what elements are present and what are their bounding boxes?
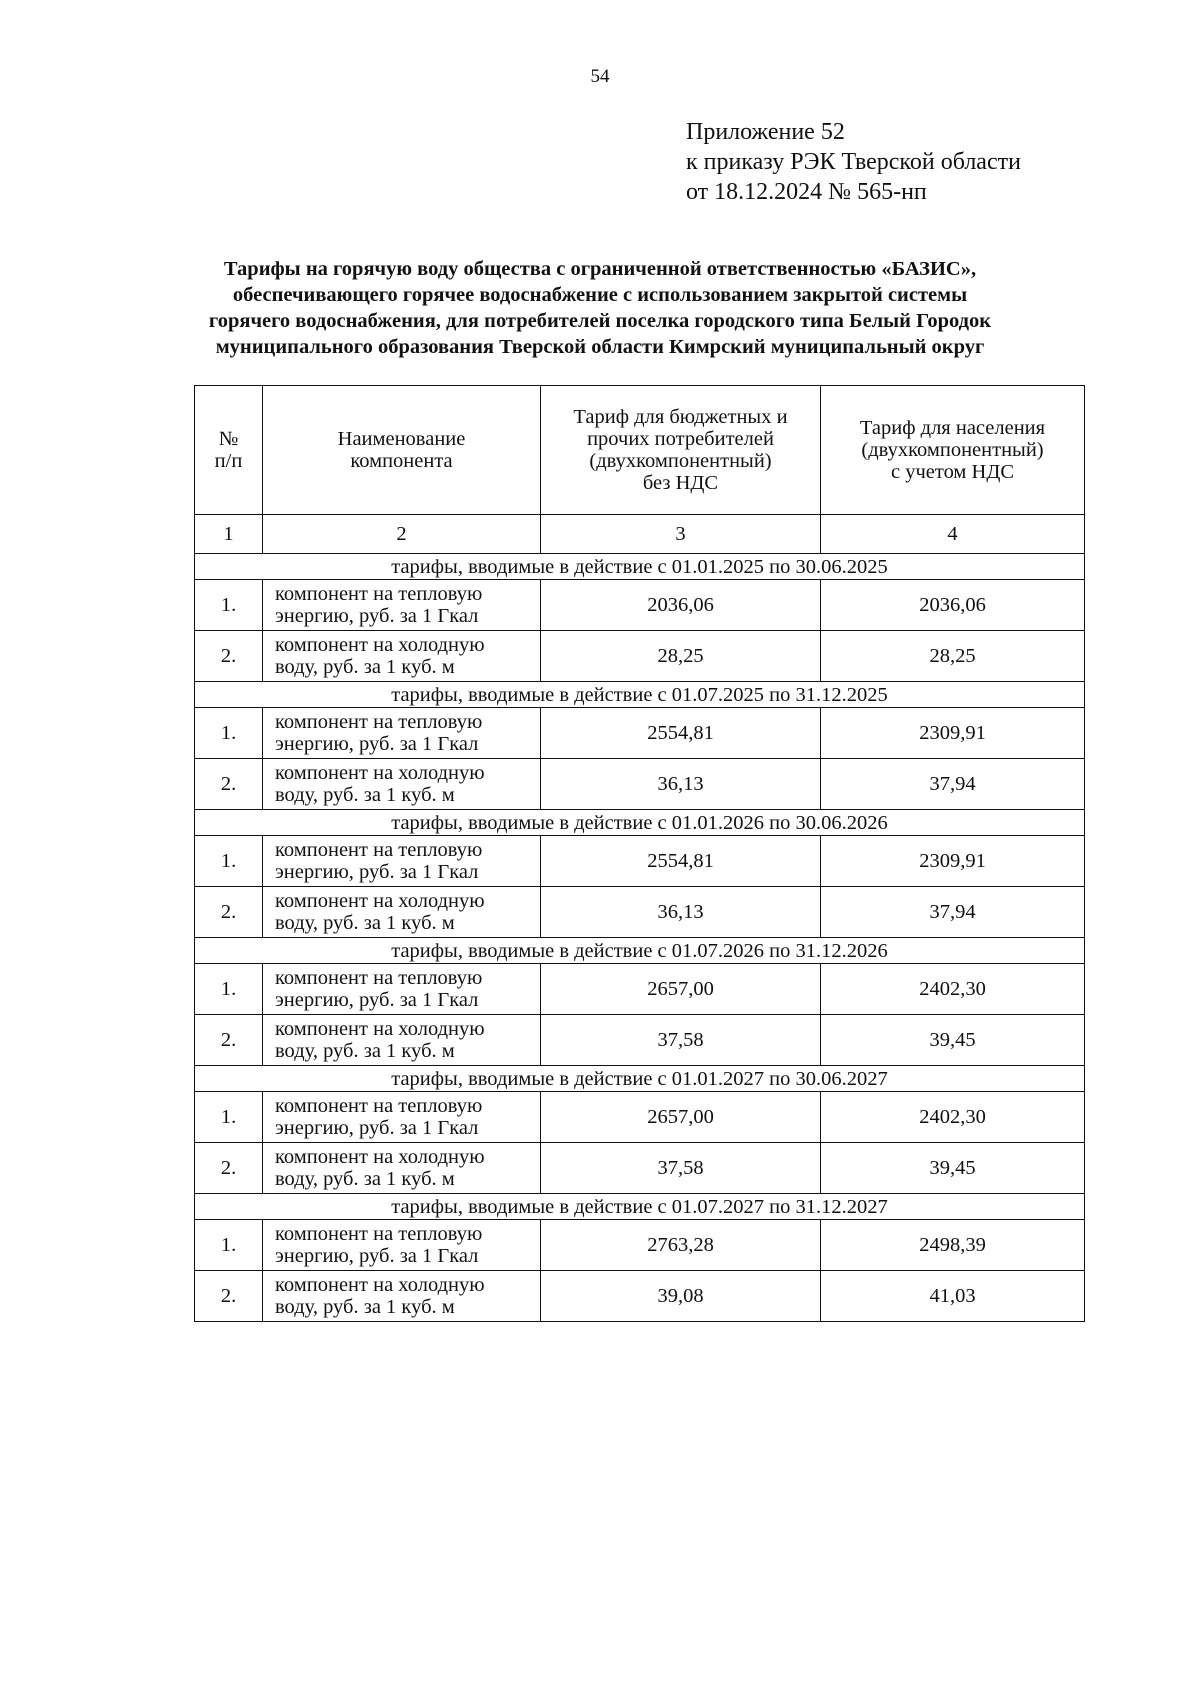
budget-tariff: 37,58	[541, 1015, 821, 1066]
component-name-line: компонент на холодную	[275, 890, 485, 912]
tariff-row	[195, 1220, 1085, 1271]
population-tariff: 37,94	[821, 887, 1085, 938]
tariff-row	[195, 1271, 1085, 1322]
component-name-line: энергию, руб. за 1 Гкал	[275, 733, 479, 755]
budget-tariff: 28,25	[541, 631, 821, 682]
period-row	[195, 554, 1085, 580]
component-name-line: воду, руб. за 1 куб. м	[275, 784, 455, 806]
population-tariff: 2309,91	[821, 708, 1085, 759]
period-label: тарифы, вводимые в действие с 01.01.2025 по 30.06.2025	[195, 554, 1085, 580]
component-name	[263, 580, 541, 631]
budget-tariff: 2554,81	[541, 708, 821, 759]
row-number: 2.	[195, 887, 263, 938]
header-line: (двухкомпонентный)	[861, 439, 1044, 461]
header-line: Тариф для населения	[859, 417, 1046, 439]
period-row	[195, 1066, 1085, 1092]
row-number: 1.	[195, 836, 263, 887]
component-name-line: воду, руб. за 1 куб. м	[275, 912, 455, 934]
column-number: 1	[195, 515, 263, 554]
period-row	[195, 938, 1085, 964]
header-line: с учетом НДС	[891, 461, 1014, 483]
row-number: 1.	[195, 1220, 263, 1271]
tariff-row	[195, 1092, 1085, 1143]
column-number: 3	[541, 515, 821, 554]
component-name-line: компонент на тепловую	[275, 967, 483, 989]
population-tariff: 2309,91	[821, 836, 1085, 887]
appendix-line: к приказу РЭК Тверской области	[686, 149, 1021, 175]
component-name-line: энергию, руб. за 1 Гкал	[275, 1117, 479, 1139]
header-row	[195, 386, 1085, 515]
title-line: муниципального образования Тверской области Кимрский муниципальный округ	[215, 336, 985, 358]
component-name-line: компонент на холодную	[275, 1018, 485, 1040]
population-tariff: 37,94	[821, 759, 1085, 810]
tariff-row	[195, 708, 1085, 759]
tariff-table-body	[195, 386, 1085, 1322]
component-name	[263, 759, 541, 810]
title-line: обеспечивающего горячее водоснабжение с использованием закрытой системы	[232, 284, 968, 306]
budget-tariff: 36,13	[541, 887, 821, 938]
component-name-line: воду, руб. за 1 куб. м	[275, 1040, 455, 1062]
population-tariff: 28,25	[821, 631, 1085, 682]
component-name-line: воду, руб. за 1 куб. м	[275, 656, 455, 678]
row-number: 2.	[195, 1271, 263, 1322]
population-tariff: 2402,30	[821, 1092, 1085, 1143]
budget-tariff: 2657,00	[541, 964, 821, 1015]
component-name-line: воду, руб. за 1 куб. м	[275, 1296, 455, 1318]
period-label: тарифы, вводимые в действие с 01.01.2027 по 30.06.2027	[195, 1066, 1085, 1092]
header-line: компонента	[350, 450, 453, 472]
tariff-row	[195, 836, 1085, 887]
budget-tariff: 36,13	[541, 759, 821, 810]
component-name	[263, 836, 541, 887]
tariff-row	[195, 759, 1085, 810]
budget-tariff: 39,08	[541, 1271, 821, 1322]
appendix-reference	[686, 117, 1021, 207]
component-name	[263, 887, 541, 938]
row-number: 1.	[195, 964, 263, 1015]
component-name-line: компонент на холодную	[275, 762, 485, 784]
header-line: прочих потребителей	[587, 428, 774, 450]
component-name	[263, 1271, 541, 1322]
component-name-line: компонент на тепловую	[275, 839, 483, 861]
component-name	[263, 708, 541, 759]
column-number-row	[195, 515, 1085, 554]
population-tariff: 39,45	[821, 1015, 1085, 1066]
tariff-row	[195, 1143, 1085, 1194]
document-title	[120, 256, 1080, 360]
budget-tariff: 2763,28	[541, 1220, 821, 1271]
budget-tariff: 37,58	[541, 1143, 821, 1194]
header-line: п/п	[214, 450, 243, 472]
period-label: тарифы, вводимые в действие с 01.07.2025 по 31.12.2025	[195, 682, 1085, 708]
period-label: тарифы, вводимые в действие с 01.01.2026 по 30.06.2026	[195, 810, 1085, 836]
component-name	[263, 1220, 541, 1271]
component-name-line: компонент на тепловую	[275, 1223, 483, 1245]
header-budget	[541, 386, 821, 515]
population-tariff: 2402,30	[821, 964, 1085, 1015]
column-number: 2	[263, 515, 541, 554]
title-line: Тарифы на горячую воду общества с ограниченной ответственностью «БАЗИС»,	[223, 258, 977, 280]
component-name-line: энергию, руб. за 1 Гкал	[275, 989, 479, 1011]
component-name	[263, 1092, 541, 1143]
component-name-line: воду, руб. за 1 куб. м	[275, 1168, 455, 1190]
period-row	[195, 682, 1085, 708]
component-name-line: компонент на тепловую	[275, 711, 483, 733]
header-num	[195, 386, 263, 515]
row-number: 2.	[195, 1143, 263, 1194]
header-line: Тариф для бюджетных и	[573, 406, 788, 428]
appendix-line: от 18.12.2024 № 565-нп	[686, 179, 927, 205]
tariff-row	[195, 580, 1085, 631]
component-name-line: энергию, руб. за 1 Гкал	[275, 1245, 479, 1267]
tariff-row	[195, 964, 1085, 1015]
title-line: горячего водоснабжения, для потребителей поселка городского типа Белый Городок	[208, 310, 992, 332]
appendix-line: Приложение 52	[686, 119, 845, 145]
tariff-table	[194, 385, 1085, 1322]
header-name	[263, 386, 541, 515]
component-name-line: компонент на холодную	[275, 1274, 485, 1296]
header-line: №	[218, 428, 239, 450]
row-number: 1.	[195, 708, 263, 759]
header-line: Наименование	[337, 428, 466, 450]
component-name	[263, 631, 541, 682]
budget-tariff: 2036,06	[541, 580, 821, 631]
row-number: 1.	[195, 1092, 263, 1143]
header-population	[821, 386, 1085, 515]
component-name-line: компонент на тепловую	[275, 1095, 483, 1117]
page-number: 54	[590, 66, 610, 87]
population-tariff: 2036,06	[821, 580, 1085, 631]
row-number: 2.	[195, 759, 263, 810]
population-tariff: 39,45	[821, 1143, 1085, 1194]
tariff-row	[195, 1015, 1085, 1066]
budget-tariff: 2554,81	[541, 836, 821, 887]
component-name-line: компонент на холодную	[275, 634, 485, 656]
population-tariff: 2498,39	[821, 1220, 1085, 1271]
period-row	[195, 1194, 1085, 1220]
header-line: без НДС	[642, 472, 719, 494]
component-name	[263, 964, 541, 1015]
component-name-line: энергию, руб. за 1 Гкал	[275, 605, 479, 627]
tariff-row	[195, 631, 1085, 682]
row-number: 1.	[195, 580, 263, 631]
column-number: 4	[821, 515, 1085, 554]
component-name	[263, 1015, 541, 1066]
period-label: тарифы, вводимые в действие с 01.07.2027 по 31.12.2027	[195, 1194, 1085, 1220]
component-name	[263, 1143, 541, 1194]
period-row	[195, 810, 1085, 836]
component-name-line: компонент на тепловую	[275, 583, 483, 605]
row-number: 2.	[195, 631, 263, 682]
period-label: тарифы, вводимые в действие с 01.07.2026 по 31.12.2026	[195, 938, 1085, 964]
header-line: (двухкомпонентный)	[589, 450, 772, 472]
row-number: 2.	[195, 1015, 263, 1066]
component-name-line: энергию, руб. за 1 Гкал	[275, 861, 479, 883]
component-name-line: компонент на холодную	[275, 1146, 485, 1168]
tariff-row	[195, 887, 1085, 938]
budget-tariff: 2657,00	[541, 1092, 821, 1143]
population-tariff: 41,03	[821, 1271, 1085, 1322]
